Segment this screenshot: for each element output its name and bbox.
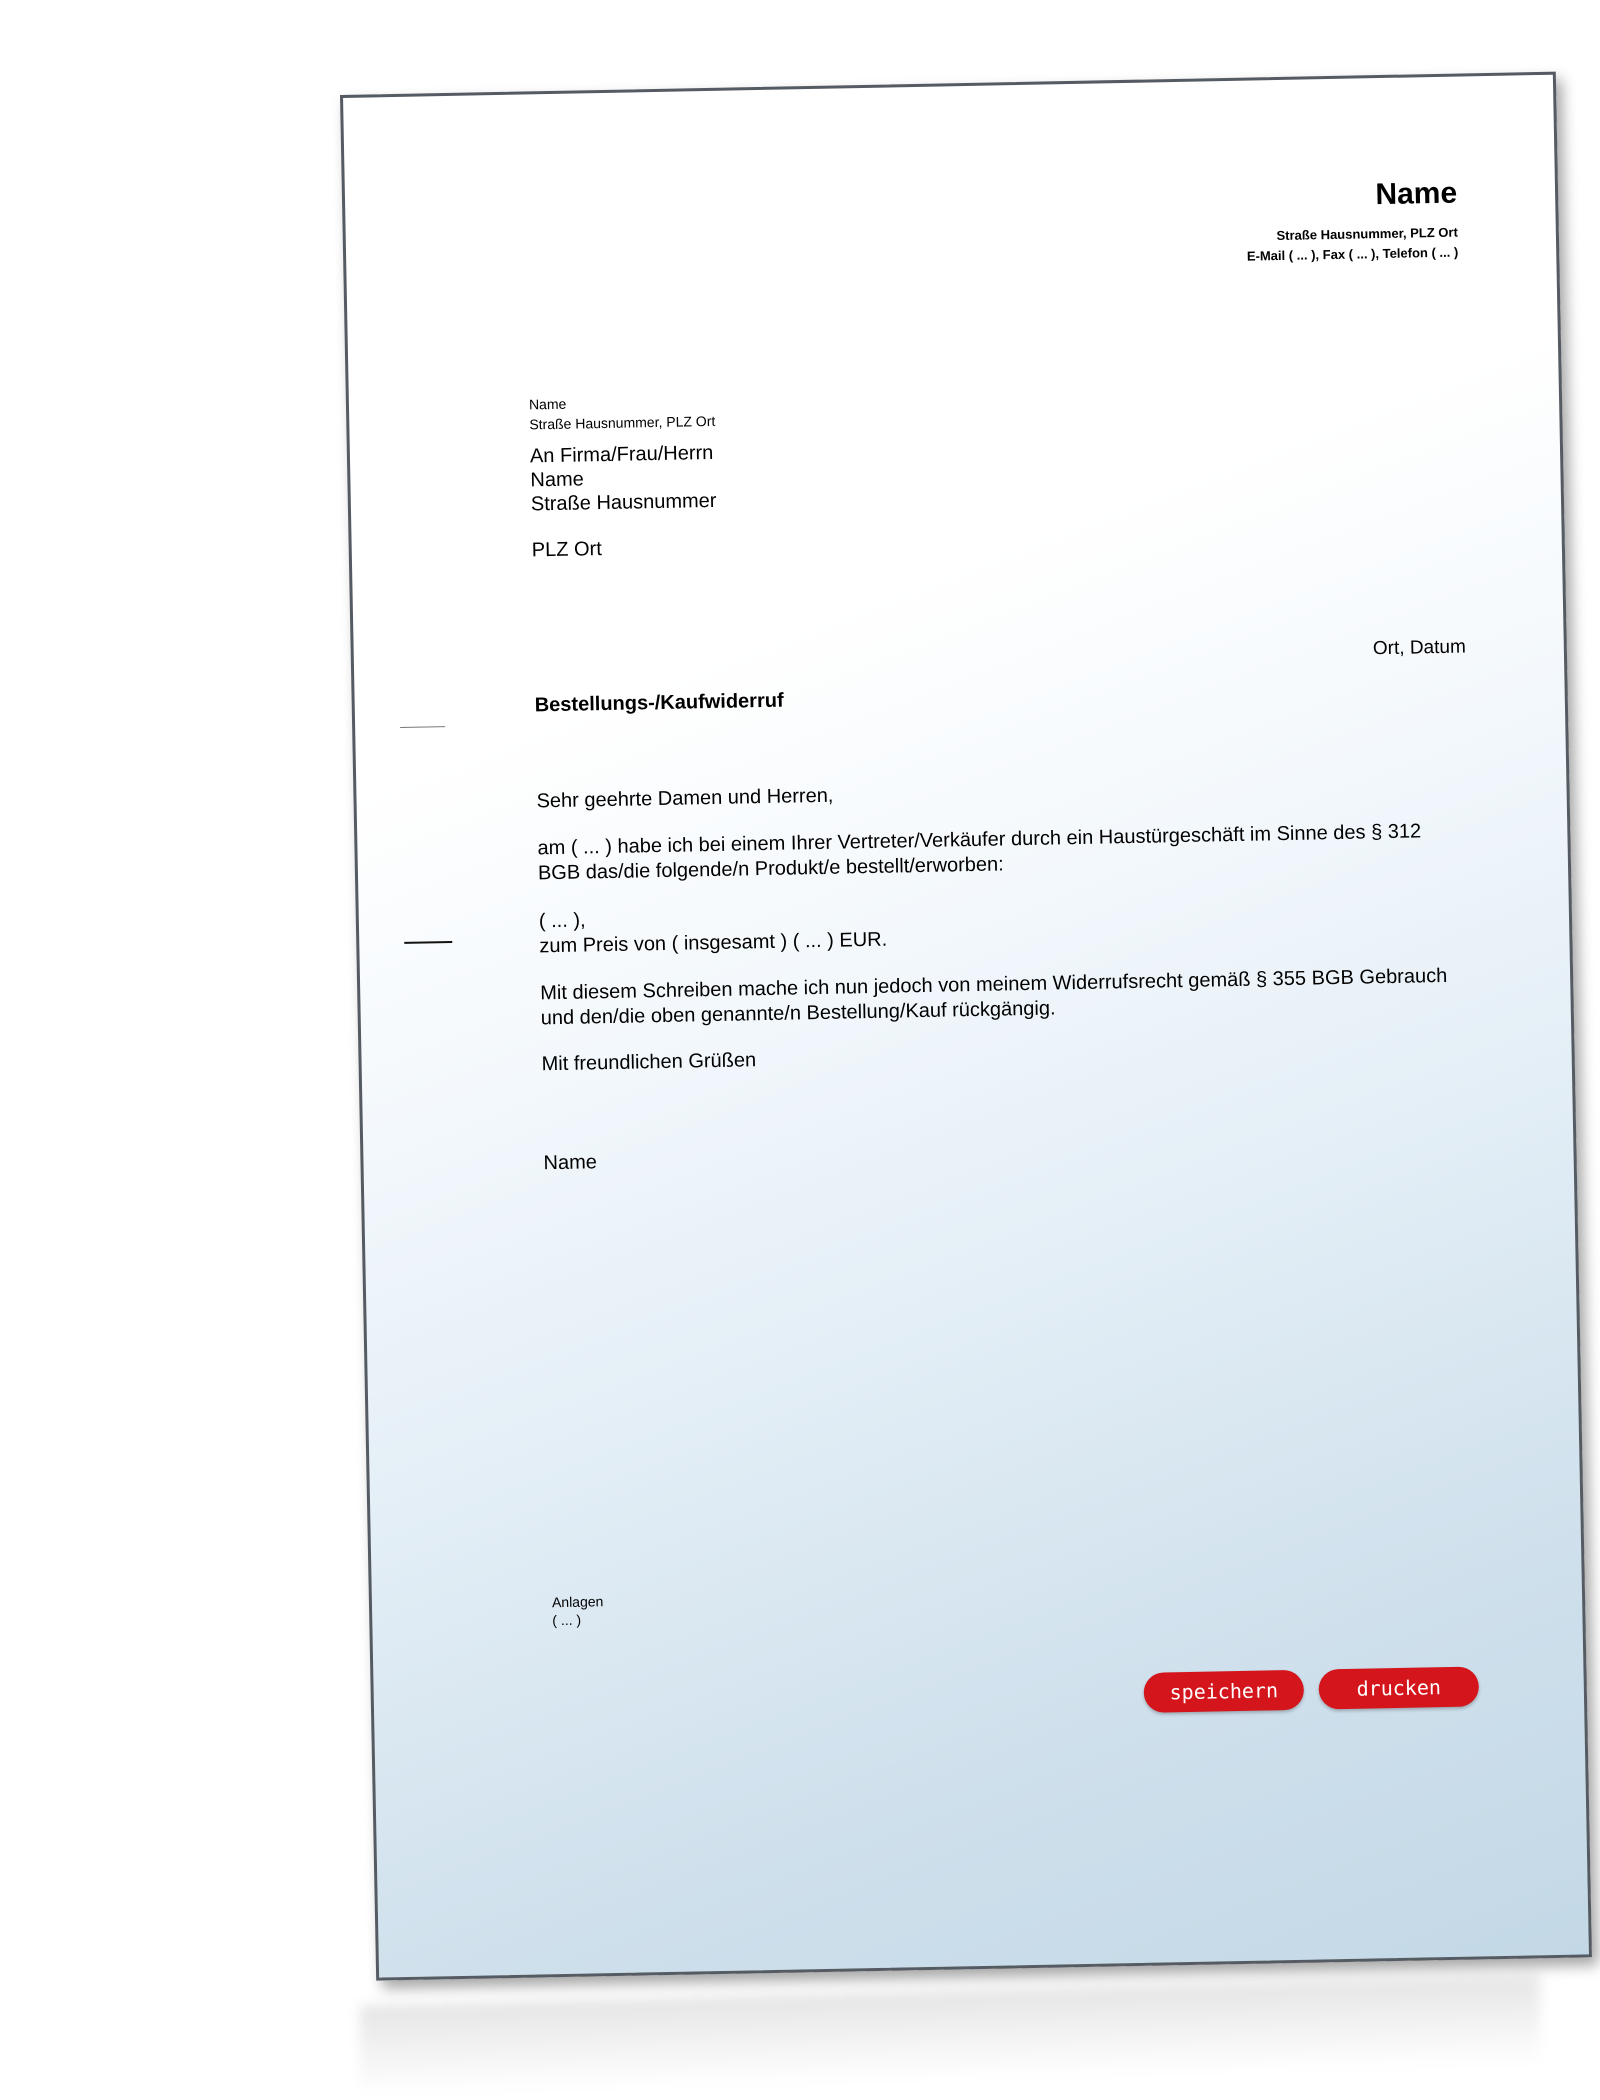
place-date: Ort, Datum [1372,636,1467,660]
print-button[interactable]: drucken [1318,1666,1479,1709]
recipient-line-4: PLZ Ort [531,538,602,562]
salutation: Sehr geehrte Damen und Herren, [536,784,834,813]
attachments-value: ( ... ) [552,1611,582,1629]
letter-page [340,72,1592,1981]
punch-mark [404,941,452,944]
recipient-line-2: Name [530,468,584,492]
closing-greeting: Mit freundlichen Grüßen [541,1049,757,1076]
signature-name: Name [543,1151,598,1175]
body-paragraph-2-line-2: und den/die oben genannte/n Bestellung/Kauf rückgängig. [540,997,1056,1030]
attachments-label: Anlagen [551,1593,604,1611]
body-paragraph-2-line-1: Mit diesem Schreiben mache ich nun jedoch von meinem Widerrufsrecht gemäß § 355 BGB Gebrauch [540,964,1448,1005]
item-line-2: zum Preis von ( insgesamt ) ( ... ) EUR. [539,928,888,958]
subject-line: Bestellungs-/Kaufwiderruf [534,689,784,717]
return-address-street: Straße Hausnummer, PLZ Ort [529,412,716,433]
return-address-name: Name [528,395,567,413]
item-line-1: ( ... ), [538,909,586,933]
save-button[interactable]: speichern [1143,1670,1304,1713]
sender-name: Name [1375,176,1458,212]
body-paragraph-1-line-1: am ( ... ) habe ich bei einem Ihrer Vertreter/Verkäufer durch ein Haustürgeschäft im Sinne des § 312 [537,820,1422,860]
recipient-line-3: Straße Hausnummer [530,489,717,516]
sender-contact: E-Mail ( ... ), Fax ( ... ), Telefon ( ... ) [1246,244,1459,264]
recipient-line-1: An Firma/Frau/Herrn [529,441,714,468]
fold-mark [400,726,445,728]
body-paragraph-1-line-2: BGB das/die folgende/n Produkt/e bestellt/erworben: [537,853,1004,885]
page-shadow [360,1975,1540,2096]
sender-street: Straße Hausnummer, PLZ Ort [1276,224,1458,244]
